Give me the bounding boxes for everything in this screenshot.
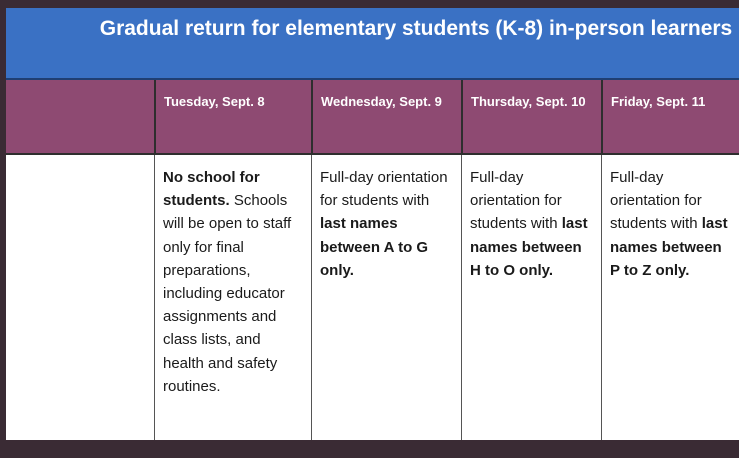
header-cell-empty <box>6 80 154 153</box>
header-cell-tuesday: Tuesday, Sept. 8 <box>154 80 311 153</box>
tuesday-bold-text: No school for students. <box>163 169 260 210</box>
table-title-bar <box>6 8 739 80</box>
table-title: Gradual return for elementary students (K-8) in-person learners <box>99 17 733 40</box>
body-cell-tuesday <box>154 155 311 440</box>
thursday-bold-text: last names between H to O only. <box>470 215 588 279</box>
header-cell-friday: Friday, Sept. 11 <box>601 80 739 153</box>
tuesday-text: Schools will be open to staff only for final preparations, including educator assignments and class lists, and health and safety routines. <box>163 192 292 395</box>
body-cell-wednesday <box>311 155 461 440</box>
wednesday-text: Full-day orientation for students with <box>320 169 448 210</box>
table-header-row <box>6 80 739 155</box>
schedule-table <box>6 8 739 440</box>
table-body-row <box>6 155 739 440</box>
header-cell-wednesday: Wednesday, Sept. 9 <box>311 80 461 153</box>
thursday-text: Full-day orientation for students with <box>470 169 562 233</box>
body-cell-empty <box>6 155 155 440</box>
header-cell-thursday: Thursday, Sept. 10 <box>461 80 601 153</box>
wednesday-bold-text: last names between A to G only. <box>320 215 429 279</box>
body-cell-friday <box>601 155 739 440</box>
body-cell-thursday <box>461 155 601 440</box>
friday-text: Full-day orientation for students with <box>610 169 702 233</box>
friday-bold-text: last names between P to Z only. <box>610 215 728 279</box>
